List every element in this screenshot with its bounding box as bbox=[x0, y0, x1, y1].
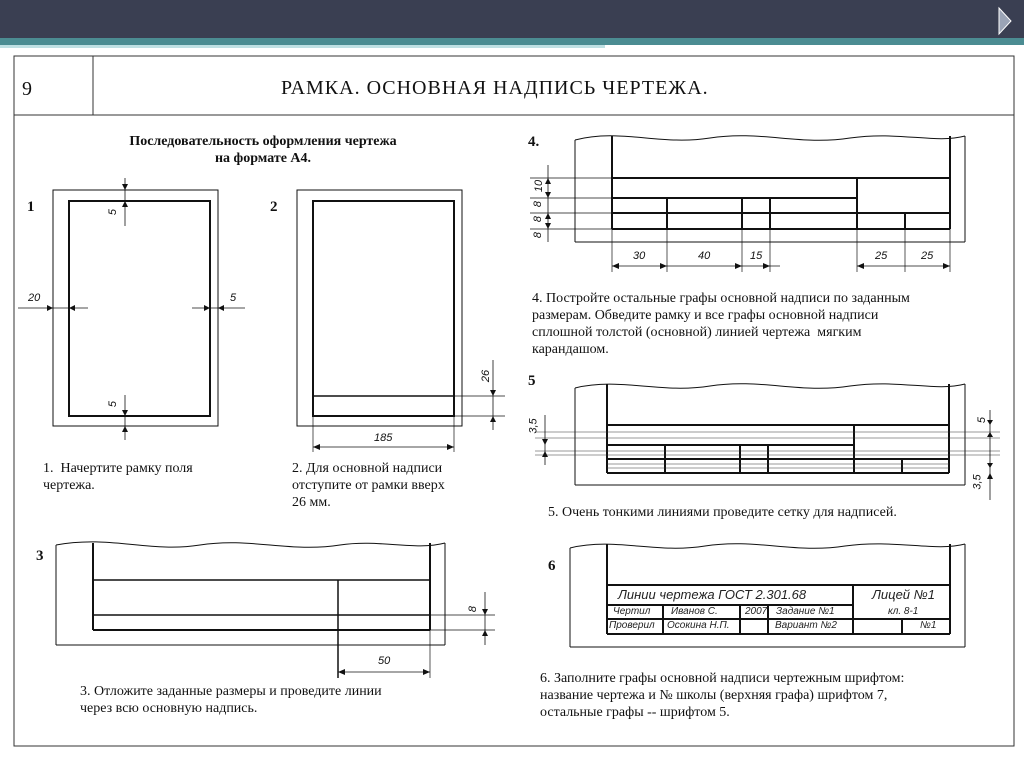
step2-caption: 2. Для основной надписи отступите от рамки вверх 26 мм. bbox=[292, 461, 445, 510]
step4-number: 4. bbox=[528, 134, 540, 150]
step1-caption: 1. Начертите рамку поля чертежа. bbox=[43, 461, 193, 493]
step1-drawing bbox=[18, 178, 245, 440]
title-block-class: кл. 8-1 bbox=[888, 606, 919, 617]
dim-label: 3,5 bbox=[971, 474, 984, 490]
step5-caption: 5. Очень тонкими линиями проведите сетку для надписей. bbox=[548, 505, 897, 520]
title-block-year: 2007 bbox=[745, 606, 768, 617]
step3-caption: 3. Отложите заданные размеры и проведите линии через всю основную надпись. bbox=[80, 684, 382, 716]
dim-label: 8 bbox=[532, 215, 545, 223]
step4-drawing bbox=[530, 136, 965, 272]
dim-label: 30 bbox=[633, 250, 646, 262]
title-block-school: Лицей №1 bbox=[872, 587, 935, 602]
title-block-checked-name: Осокина Н.П. bbox=[667, 620, 730, 631]
title-block-task: Задание №1 bbox=[776, 606, 835, 617]
sequence-heading: Последовательность оформления чертежа на формате А4. bbox=[129, 134, 397, 166]
dim-label: 3,5 bbox=[527, 418, 540, 434]
step1-number: 1 bbox=[27, 199, 35, 215]
page-number: 9 bbox=[22, 78, 32, 100]
step3-number: 3 bbox=[36, 548, 44, 564]
step2-drawing bbox=[297, 190, 505, 452]
dim-label: 20 bbox=[28, 292, 41, 304]
dim-label: 50 bbox=[378, 655, 391, 667]
dim-label: 15 bbox=[750, 250, 763, 262]
dim-label: 25 bbox=[875, 250, 888, 262]
step3-drawing bbox=[56, 542, 495, 678]
title-block-drawing-title: Линии чертежа ГОСТ 2.301.68 bbox=[618, 587, 807, 602]
dim-label: 25 bbox=[921, 250, 934, 262]
dim-label: 8 bbox=[532, 200, 545, 208]
step5-drawing bbox=[535, 384, 1000, 500]
dim-label: 8 bbox=[467, 605, 480, 613]
page-title: РАМКА. ОСНОВНАЯ НАДПИСЬ ЧЕРТЕЖА. bbox=[281, 77, 709, 99]
dim-label: 5 bbox=[107, 208, 120, 216]
dim-label: 40 bbox=[698, 250, 711, 262]
dim-label: 5 bbox=[230, 292, 237, 304]
title-block-drew-name: Иванов С. bbox=[671, 606, 718, 617]
dim-label: 26 bbox=[480, 369, 493, 383]
dim-label: 8 bbox=[532, 231, 545, 239]
dim-label: 5 bbox=[976, 416, 989, 424]
step6-caption: 6. Заполните графы основной надписи чертежным шрифтом: название чертежа и № школы (верхняя графа) шрифтом 7, остальные графы -- шрифтом 5. bbox=[540, 671, 905, 720]
dim-label: 5 bbox=[107, 400, 120, 408]
title-block-checked-role: Проверил bbox=[609, 620, 655, 631]
title-block-sheet: №1 bbox=[920, 620, 937, 631]
step6-number: 6 bbox=[548, 558, 556, 574]
step4-caption: 4. Постройте остальные графы основной надписи по заданным размерам. Обведите рамку и все графы основной надписи сплошной толстой (основной) линией чертежа мягким карандашом. bbox=[532, 291, 910, 357]
step5-number: 5 bbox=[528, 373, 536, 389]
dim-label: 185 bbox=[374, 432, 393, 444]
dim-label: 10 bbox=[533, 179, 546, 193]
title-block-drew-role: Чертил bbox=[613, 606, 651, 617]
title-block-variant: Вариант №2 bbox=[775, 620, 837, 631]
step2-number: 2 bbox=[270, 199, 278, 215]
